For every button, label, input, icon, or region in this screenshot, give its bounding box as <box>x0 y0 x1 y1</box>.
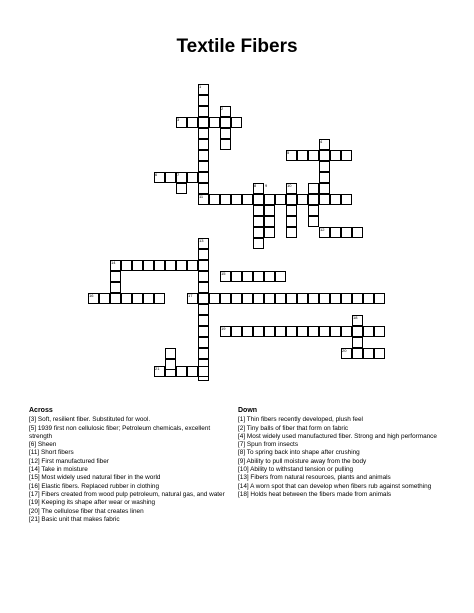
grid-cell[interactable] <box>341 194 352 205</box>
grid-cell[interactable] <box>330 293 341 304</box>
grid-cell[interactable] <box>286 216 297 227</box>
grid-cell[interactable] <box>143 293 154 304</box>
grid-cell[interactable] <box>286 227 297 238</box>
down-clue: [7] Spun from insects <box>238 441 299 449</box>
clue-number: 9 <box>265 183 268 188</box>
grid-cell[interactable] <box>209 194 220 205</box>
grid-cell[interactable] <box>253 194 264 205</box>
page-title: Textile Fibers <box>176 36 298 57</box>
grid-cell[interactable] <box>198 348 209 359</box>
grid-cell[interactable] <box>253 216 264 227</box>
grid-cell[interactable] <box>264 216 275 227</box>
clue-number: 16 <box>89 293 94 298</box>
grid-cell[interactable] <box>275 194 286 205</box>
grid-cell[interactable] <box>308 216 319 227</box>
grid-cell[interactable] <box>242 194 253 205</box>
grid-cell[interactable] <box>198 139 209 150</box>
grid-cell[interactable] <box>308 183 319 194</box>
grid-cell[interactable] <box>154 260 165 271</box>
grid-cell[interactable] <box>220 194 231 205</box>
grid-cell[interactable] <box>253 293 264 304</box>
grid-cell[interactable] <box>319 194 330 205</box>
grid-cell[interactable] <box>352 293 363 304</box>
grid-cell[interactable] <box>99 293 110 304</box>
grid-cell[interactable] <box>165 172 176 183</box>
grid-cell[interactable] <box>253 271 264 282</box>
grid-cell[interactable] <box>352 348 363 359</box>
grid-cell[interactable] <box>198 337 209 348</box>
grid-cell[interactable] <box>286 194 297 205</box>
grid-cell[interactable] <box>242 271 253 282</box>
clue-number: 7 <box>177 172 180 177</box>
grid-cell[interactable] <box>330 194 341 205</box>
clue-number: 15 <box>221 271 226 276</box>
clue-number: 3 <box>177 117 180 122</box>
grid-cell[interactable] <box>286 205 297 216</box>
grid-cell[interactable] <box>220 117 231 128</box>
grid-cell[interactable] <box>341 150 352 161</box>
down-clue: [1] Thin fibers recently developed, plush feel <box>238 416 363 424</box>
grid-cell[interactable] <box>363 326 374 337</box>
grid-cell[interactable] <box>198 117 209 128</box>
clue-number: 2 <box>221 106 224 111</box>
grid-cell[interactable] <box>319 172 330 183</box>
clue-number: 8 <box>254 183 257 188</box>
grid-cell[interactable] <box>352 227 363 238</box>
grid-cell[interactable] <box>165 359 176 370</box>
grid-cell[interactable] <box>264 194 275 205</box>
across-heading: Across <box>29 407 53 414</box>
grid-cell[interactable] <box>198 260 209 271</box>
grid-cell[interactable] <box>275 293 286 304</box>
down-clue: [10] Ability to withstand tension or pulling <box>238 466 354 474</box>
grid-cell[interactable] <box>220 293 231 304</box>
grid-cell[interactable] <box>231 271 242 282</box>
grid-cell[interactable] <box>242 293 253 304</box>
across-clue: [15] Most widely used natural fiber in the world <box>29 474 161 482</box>
across-clue: [6] Sheen <box>29 441 57 449</box>
grid-cell[interactable] <box>154 293 165 304</box>
grid-cell[interactable] <box>198 150 209 161</box>
grid-cell[interactable] <box>264 271 275 282</box>
grid-cell[interactable] <box>264 205 275 216</box>
clue-number: 21 <box>155 366 160 371</box>
grid-cell[interactable] <box>319 326 330 337</box>
clue-number: 4 <box>320 139 323 144</box>
down-clue: [14] A worn spot that can develop when fibers rub against something <box>238 482 432 490</box>
grid-cell[interactable] <box>198 249 209 260</box>
grid-cell[interactable] <box>341 227 352 238</box>
across-clue: [12] First manufactured fiber <box>29 457 109 465</box>
grid-cell[interactable] <box>253 205 264 216</box>
grid-cell[interactable] <box>143 260 154 271</box>
clue-number: 20 <box>342 348 347 353</box>
grid-cell[interactable] <box>209 117 220 128</box>
grid-cell[interactable] <box>308 326 319 337</box>
across-clue: [11] Short fibers <box>29 449 74 457</box>
clue-number: 5 <box>287 150 290 155</box>
grid-cell[interactable] <box>165 260 176 271</box>
across-clue: [19] Keeping its shape after wear or washing <box>29 499 156 507</box>
across-clue: [16] Elastic fibers. Replaced rubber in clothing <box>29 482 160 490</box>
across-clue: [3] Soft, resilient fiber. Substituted for wool. <box>29 416 151 424</box>
grid-cell[interactable] <box>220 139 231 150</box>
down-clue: [9] Ability to pull moisture away from the body <box>238 457 367 465</box>
grid-cell[interactable] <box>253 326 264 337</box>
grid-cell[interactable] <box>330 326 341 337</box>
clue-number: 10 <box>287 183 292 188</box>
clue-number: 13 <box>199 238 204 243</box>
grid-cell[interactable] <box>176 183 187 194</box>
grid-cell[interactable] <box>209 293 220 304</box>
clue-number: 17 <box>188 293 193 298</box>
grid-cell[interactable] <box>341 326 352 337</box>
across-clue: [17] Fibers created from wood pulp petroleum, natural gas, and water <box>29 490 225 498</box>
grid-cell[interactable] <box>352 326 363 337</box>
grid-cell[interactable] <box>187 117 198 128</box>
grid-cell[interactable] <box>198 161 209 172</box>
grid-cell[interactable] <box>198 172 209 183</box>
grid-cell[interactable] <box>374 293 385 304</box>
grid-cell[interactable] <box>198 183 209 194</box>
grid-cell[interactable] <box>198 106 209 117</box>
grid-cell[interactable] <box>110 293 121 304</box>
grid-cell[interactable] <box>308 293 319 304</box>
grid-cell[interactable] <box>253 238 264 249</box>
clue-number: 12 <box>320 227 325 232</box>
down-heading: Down <box>238 407 258 414</box>
grid-cell[interactable] <box>132 293 143 304</box>
grid-cell[interactable] <box>121 260 132 271</box>
grid-cell[interactable] <box>253 227 264 238</box>
across-clues <box>29 407 229 524</box>
grid-cell[interactable] <box>198 315 209 326</box>
grid-cell[interactable] <box>187 260 198 271</box>
grid-cell[interactable] <box>319 150 330 161</box>
grid-cell[interactable] <box>275 271 286 282</box>
across-clue: [20] The cellulose fiber that creates linen <box>29 507 144 515</box>
grid-cell[interactable] <box>330 150 341 161</box>
grid-cell[interactable] <box>319 161 330 172</box>
down-clues <box>238 407 448 499</box>
down-clue: [18] Holds heat between the fibers made from animals <box>238 490 392 498</box>
grid-cell[interactable] <box>187 366 198 377</box>
grid-cell[interactable] <box>341 293 352 304</box>
grid-cell[interactable] <box>352 337 363 348</box>
grid-cell[interactable] <box>363 293 374 304</box>
down-clue: [8] To spring back into shape after crushing <box>238 449 360 457</box>
grid-cell[interactable] <box>231 117 242 128</box>
grid-cell[interactable] <box>231 326 242 337</box>
clue-number: 11 <box>199 194 204 199</box>
grid-cell[interactable] <box>176 366 187 377</box>
grid-cell[interactable] <box>297 194 308 205</box>
down-clue: [13] Fibers from natural resources, plants and animals <box>238 474 391 482</box>
grid-cell[interactable] <box>165 348 176 359</box>
clue-number: 18 <box>353 315 358 320</box>
grid-cell[interactable] <box>297 293 308 304</box>
grid-cell[interactable] <box>297 150 308 161</box>
grid-cell[interactable] <box>176 260 187 271</box>
grid-cell[interactable] <box>242 326 253 337</box>
grid-cell[interactable] <box>198 95 209 106</box>
grid-cell[interactable] <box>110 271 121 282</box>
grid-cell[interactable] <box>198 271 209 282</box>
down-clue: [4] Most widely used manufactured fiber. Strong and high performance <box>238 432 437 440</box>
grid-cell[interactable] <box>110 282 121 293</box>
grid-cell[interactable] <box>264 326 275 337</box>
grid-cell[interactable] <box>198 304 209 315</box>
across-clue: [5] 1939 first non cellulosic fiber; Petroleum chemicals, excellent strength <box>29 424 211 440</box>
grid-cell[interactable] <box>187 172 198 183</box>
down-clue: [2] Tiny balls of fiber that form on fabric <box>238 424 349 432</box>
clue-number: 1 <box>199 84 202 89</box>
clue-number: 19 <box>221 326 226 331</box>
grid-cell[interactable] <box>198 366 209 377</box>
grid-cell[interactable] <box>286 293 297 304</box>
down-list <box>238 416 448 499</box>
grid-cell[interactable] <box>374 326 385 337</box>
grid-cell[interactable] <box>198 128 209 139</box>
clue-number: 6 <box>155 172 158 177</box>
across-clue: [14] Take in moisture <box>29 466 88 474</box>
grid-cell[interactable] <box>264 293 275 304</box>
grid-cell[interactable] <box>132 260 143 271</box>
grid-cell[interactable] <box>319 183 330 194</box>
grid-cell[interactable] <box>330 227 341 238</box>
grid-cell[interactable] <box>275 326 286 337</box>
grid-cell[interactable] <box>308 150 319 161</box>
across-clue: [21] Basic unit that makes fabric <box>29 515 120 523</box>
grid-cell[interactable] <box>231 293 242 304</box>
grid-cell[interactable] <box>286 326 297 337</box>
grid-cell[interactable] <box>297 326 308 337</box>
grid-cell[interactable] <box>308 205 319 216</box>
grid-cell[interactable] <box>374 348 385 359</box>
grid-cell[interactable] <box>198 293 209 304</box>
clue-number: 14 <box>111 260 116 265</box>
grid-cell[interactable] <box>308 194 319 205</box>
grid-cell[interactable] <box>319 293 330 304</box>
grid-cell[interactable] <box>220 128 231 139</box>
across-list <box>29 416 229 524</box>
grid-cell[interactable] <box>264 227 275 238</box>
grid-cell[interactable] <box>198 326 209 337</box>
grid-cell[interactable] <box>121 293 132 304</box>
grid-cell[interactable] <box>198 282 209 293</box>
grid-cell[interactable] <box>363 348 374 359</box>
grid-cell[interactable] <box>231 194 242 205</box>
